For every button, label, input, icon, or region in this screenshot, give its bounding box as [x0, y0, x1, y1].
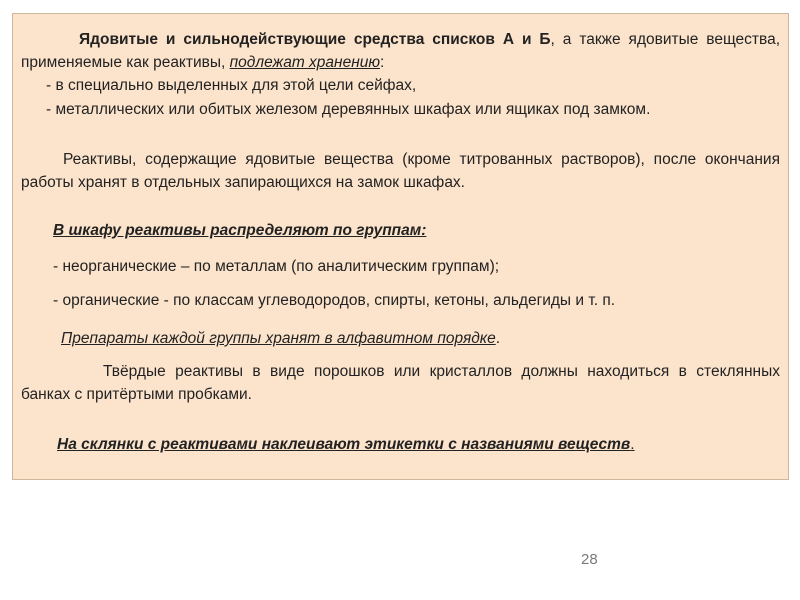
paragraph-reagents: Реактивы, содержащие ядовитые вещества (кроме титрованных растворов), после окончания работы хранят в отдельных запирающихся на замок шкафах. [21, 151, 780, 191]
page-number: 28 [581, 551, 598, 568]
poisons-term: Ядовитые и сильнодействующие средства списков А и Б [79, 31, 551, 48]
list-item-safes: - в специально выделенных для этой цели сейфах, [46, 77, 417, 94]
poisons-text: , а также ядовитые вещества, применяемые как реактивы, [21, 31, 780, 71]
paragraph-solid-reagents: Твёрдые реактивы в виде порошков или кристаллов должны находиться в стеклянных банках с притёртыми пробками. [21, 363, 780, 403]
labels-note: На склянки с реактивами наклеивают этикетки с названиями веществ. [57, 436, 635, 453]
groups-heading: В шкафу реактивы распределяют по группам: [53, 222, 427, 239]
storage-requirement: подлежат хранению [229, 54, 380, 71]
list-item-cabinets: - металлических или обитых железом деревянных шкафах или ящиках под замком. [46, 101, 651, 118]
list-item-organic: - органические - по классам углеводородов, спирты, кетоны, альдегиды и т. п. [53, 292, 616, 309]
list-item-inorganic: - неорганические – по металлам (по аналитическим группам); [53, 258, 500, 275]
paragraph-poisons: Ядовитые и сильнодействующие средства списков А и Б, а также ядовитые вещества, применяемые как реактивы, подлежат хранению: [21, 31, 780, 71]
content-box [12, 13, 789, 480]
alphabetical-note: Препараты каждой группы хранят в алфавитном порядке. [61, 330, 501, 347]
